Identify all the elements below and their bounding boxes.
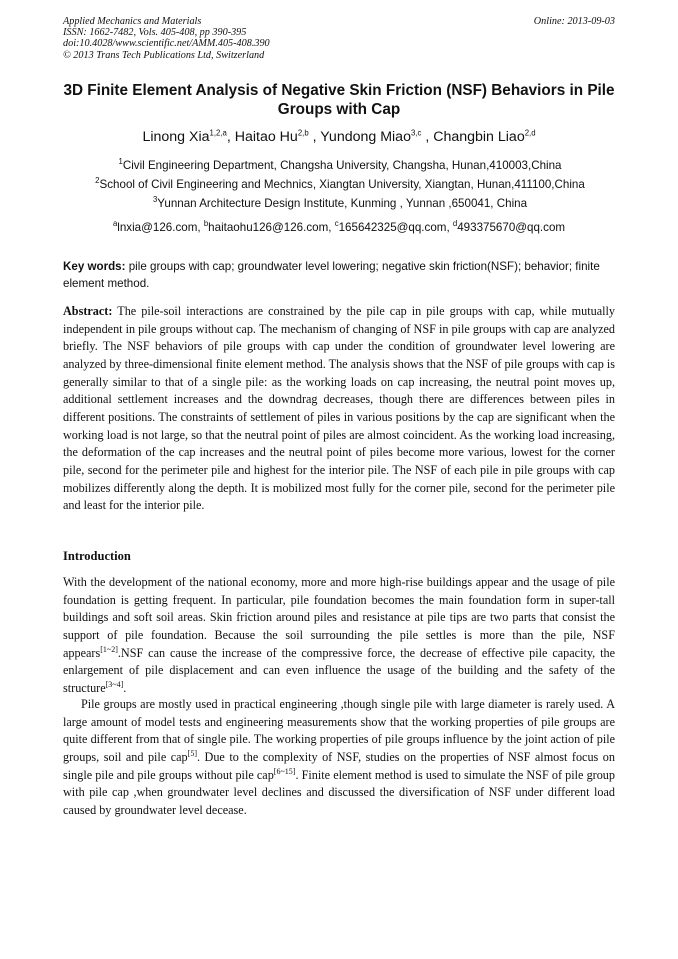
affiliation <box>40 197 640 210</box>
journal-name: Applied Mechanics and Materials <box>63 16 202 27</box>
keywords-text: pile groups with cap; groundwater level lowering; negative skin friction(NSF); behavior; finite element method. <box>63 260 600 290</box>
email-sup: b <box>203 219 209 229</box>
abstract-label: Abstract: <box>63 304 113 318</box>
keywords-label: Key words: <box>63 260 126 273</box>
author-name: Changbin Liao <box>433 129 525 145</box>
email: 493375670@qq.com <box>457 221 566 234</box>
email: haitaohu126@126.com <box>208 221 329 234</box>
email-sup: a <box>112 219 118 229</box>
affiliation-text: Yunnan Architecture Design Institute, Kunming , Yunnan ,650041, China <box>157 197 528 210</box>
paragraph-text: . <box>123 680 127 695</box>
paragraph-text: .NSF can cause the increase of the compressive force, the decrease of effective pile capacity, the enlargement of pile displacement and can even influence the usage of the building and the safety of the structure <box>63 645 615 695</box>
citation: [5] <box>187 748 197 758</box>
paragraph-text: With the development of the national economy, more and more high-rise buildings appear and the usage of pile foundation is getting frequent. In particular, pile foundation becomes the main foundation form in super-tall buildings and soft soil areas. Skin friction around piles and resistance at pile tips are two parts that consist the support of pile foundation. Because the soil surrounding the pile settles is more than the pile, NSF appears <box>63 575 615 660</box>
author-name: Yundong Miao <box>320 129 411 145</box>
citation: [6~15] <box>273 766 296 776</box>
introduction-paragraph-1 <box>63 574 615 698</box>
doi-line: doi:10.4028/www.scientific.net/AMM.405-408.390 <box>63 38 270 50</box>
affiliation-sup: 2 <box>95 176 100 186</box>
author-emails: $^a$lnxia@126.com, $^b$haitaohu126@126.com, $^c$165642325@qq.com, $^d$493375670@qq.com <box>112 219 566 234</box>
author-sup: 1,2,a <box>209 128 227 138</box>
keywords <box>63 259 615 292</box>
online-date: Online: 2013-09-03 <box>533 16 615 27</box>
copyright-line: © 2013 Trans Tech Publications Ltd, Switzerland <box>63 49 265 61</box>
affiliation-text: Civil Engineering Department, Changsha University, Changsha, Hunan,410003,China <box>122 159 562 172</box>
paragraph-text: . Finite element method is used to simulate the NSF of pile group with pile cap ,when groundwater level declines and discussed the diversification of NSF under different load caused by groundwater level decease. <box>63 767 615 817</box>
affiliation-sup: 1 <box>118 157 123 167</box>
affiliation-sup: 3 <box>152 195 158 205</box>
citation: [1~2] <box>100 644 118 654</box>
section-heading-introduction: Introduction <box>63 549 131 563</box>
paragraph-text: Pile groups are mostly used in practical engineering ,though single pile with large diameter is rarely used. A large amount of model tests and engineering measurements show that the working properties of pile groups are quite different from that of single pile. The working properties of pile groups influence by the joint action of pile groups, soil and pile cap <box>63 697 615 764</box>
citation: [3~4] <box>105 679 124 689</box>
author-name: Linong Xia <box>142 129 210 145</box>
journal-header <box>63 16 270 61</box>
author-list: Linong Xia$^{1,2,a}$, Haitao Hu$^{2,b}$ , Yundong Miao$^{3,c}$ , Changbin Liao$^{2,d}$ <box>142 128 536 145</box>
introduction-paragraph-2 <box>63 696 615 820</box>
email-sup: c <box>334 219 339 229</box>
affiliation-text: School of Civil Engineering and Mechnics, Xiangtan University, Xiangtan, Hunan,411100,China <box>99 178 585 191</box>
author-name: Haitao Hu <box>234 129 298 145</box>
email: 165642325@qq.com <box>338 221 447 234</box>
affiliation <box>40 159 640 172</box>
author-sup: 3,c <box>410 128 422 138</box>
email: lnxia@126.com <box>117 221 198 234</box>
paper-title: 3D Finite Element Analysis of Negative Skin Friction (NSF) Behaviors in Pile Groups with Cap <box>63 82 615 118</box>
issn-line: ISSN: 1662-7482, Vols. 405-408, pp 390-395 <box>63 27 247 39</box>
abstract-text: The pile-soil interactions are constrained by the pile cap in pile groups with cap, while mutually independent in pile groups without cap. The mechanism of changing of NSF in pile groups with cap are analyzed briefly. The NSF behaviors of pile groups with cap under the condition of groundwater level lowering are analyzed by three-dimensional finite element method. The analysis shows that the NSF of pile groups with cap is generally similar to that of a single pile: as the working loads on cap increasing, the neutral point moves up, additional settlement increases and the downdrag decreases, though there are differences between piles in different positions. The constraints of settlement of piles in various positions by the cap are significant when the working load is not large, so that the neutral point of piles are almost coincident. As the working load increasing, the deformation of the cap increases and the neutral point of piles become more various, lowest for the corner pile, second for the perimeter pile and highest for the interior pile. The NSF of each pile in pile groups with cap mobilizes differently along the depth. It is mobilized most fully for the corner pile, second for the perimeter pile and least for the interior pile. <box>63 304 615 513</box>
paragraph-text: . Due to the complexity of NSF, studies on the properties of NSF almost focus on single pile and pile groups without pile cap <box>63 749 615 782</box>
abstract <box>63 303 615 515</box>
email-sup: d <box>452 219 458 229</box>
author-sup: 2,d <box>524 128 536 138</box>
affiliation <box>40 178 640 191</box>
author-sup: 2,b <box>297 128 309 138</box>
